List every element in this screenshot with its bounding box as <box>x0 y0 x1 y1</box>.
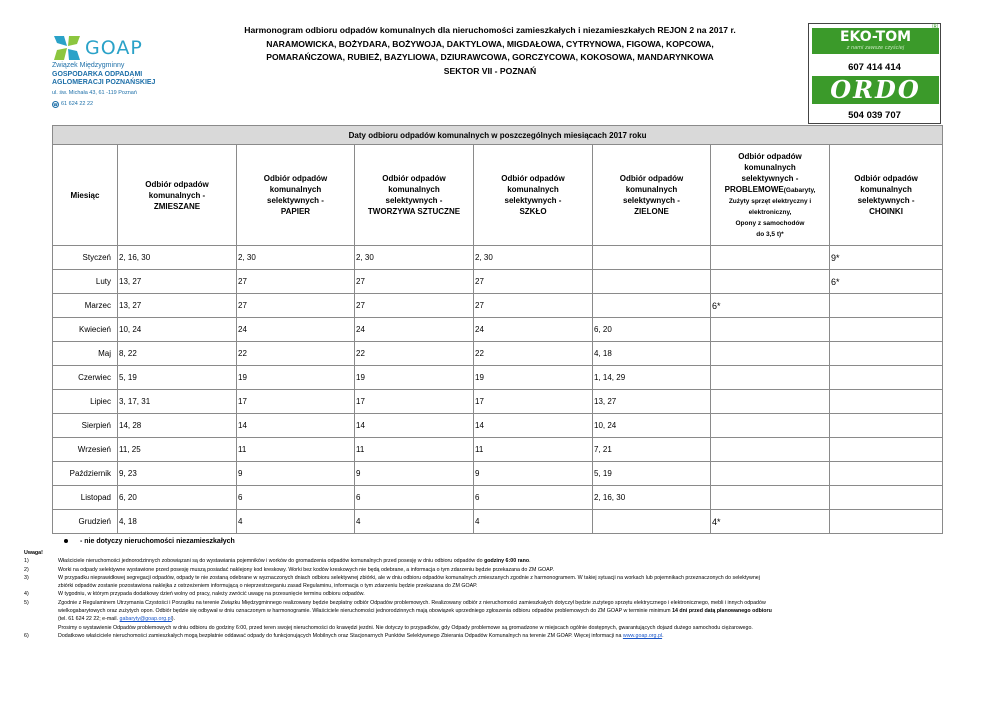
date-cell: 4 <box>474 510 593 534</box>
table-row <box>53 366 943 390</box>
header-line-1: Harmonogram odbioru odpadów komunalnych dla nieruchomości zamieszkałych i niezamieszkałych REJON 2 na 2017 r. <box>244 25 736 35</box>
month-cell: Lipiec <box>53 390 118 414</box>
date-cell: 2, 30 <box>355 246 474 270</box>
date-cell <box>711 390 830 414</box>
date-cell: 9* <box>830 246 943 270</box>
email-link[interactable]: gabaryty@goap.org.pl <box>119 616 172 623</box>
header-line-4: SEKTOR VII - POZNAŃ <box>443 65 537 76</box>
date-cell: 6, 20 <box>118 486 237 510</box>
note-item: 2) Worki na odpady selektywne wystawione przed posesję muszą posiadać naklejony kod kreskowy. Worki bez kodów kreskowych nie będą odebrane, a informacja o tym zdarzeniu będzie przekazana do ZM GOAP. <box>24 566 555 573</box>
date-cell: 19 <box>474 366 593 390</box>
date-cell: 17 <box>237 390 355 414</box>
table-header-row <box>53 145 943 246</box>
date-cell: 27 <box>355 270 474 294</box>
date-cell: 14 <box>355 414 474 438</box>
date-cell <box>830 342 943 366</box>
note-item: 1) Właściciele nieruchomości jednorodzinnych zobowiązani są do wystawiania pojemników i worków do gromadzenia odpadów komunalnych przed posesję w dniu odbioru odpadów do godziny 6:00 rano. <box>24 558 531 565</box>
date-cell: 9 <box>237 462 355 486</box>
date-cell <box>711 342 830 366</box>
date-cell: 13, 27 <box>118 270 237 294</box>
date-cell <box>711 246 830 270</box>
col-header-paper: Odbiór odpadów komunalnych selektywnych - PAPIER <box>237 145 355 246</box>
date-cell: 22 <box>355 342 474 366</box>
col-header-problem: Odbiór odpadów komunalnych selektywnych - PROBLEMOWE(Gabaryty, Zużyty sprzęt elektryczny i elektroniczny, Opony z samochodów do 3,5 t)* <box>711 145 830 246</box>
month-cell: Grudzień <box>53 510 118 534</box>
goap-name: GOAP <box>85 37 143 59</box>
date-cell: 24 <box>237 318 355 342</box>
date-cell: 2, 30 <box>237 246 355 270</box>
schedule-table <box>52 125 943 534</box>
goap-line-1: Związek Międzygminny <box>52 62 125 69</box>
date-cell: 22 <box>237 342 355 366</box>
website-link[interactable]: www.goap.org.pl <box>622 632 663 639</box>
note-item: 6) Dodatkowo właściciele nieruchomości zamieszkałych mogą bezpłatnie oddawać odpady do funkcjonujących Mobilnych oraz Stacjonarnych Punktów Selektywnego Zbierania Odpadów Komunalnych na terenie ZM GOAP. Więcej informacji na www.goap.org.pl. <box>24 632 664 639</box>
date-cell: 2, 30 <box>474 246 593 270</box>
table-row <box>53 270 943 294</box>
date-cell: 6 <box>355 486 474 510</box>
schedule-header <box>190 24 790 78</box>
date-cell: 17 <box>355 390 474 414</box>
month-cell: Czerwiec <box>53 366 118 390</box>
date-cell: 27 <box>474 294 593 318</box>
notes-section <box>24 549 964 640</box>
date-cell: 3, 17, 31 <box>118 390 237 414</box>
header-line-3: POMARAŃCZOWA, RUBIEŻ, BAZYLIOWA, DZIURAWCOWA, GORCZYCOWA, KOKOSOWA, MANDARYNKOWA <box>266 52 714 62</box>
date-cell <box>593 270 711 294</box>
ordo-phone: 504 039 707 <box>848 110 901 121</box>
date-cell: 24 <box>355 318 474 342</box>
date-cell: 9 <box>474 462 593 486</box>
table-row <box>53 246 943 270</box>
date-cell: 9, 23 <box>118 462 237 486</box>
date-cell: 14 <box>474 414 593 438</box>
eko-tom-banner <box>812 28 939 54</box>
header-line-2: NARAMOWICKA, BOŻYDARA, BOŻYWOJA, DAKTYLOWA, MIGDAŁOWA, CYTRYNOWA, FIGOWA, KOPCOWA, <box>266 38 714 49</box>
date-cell <box>830 390 943 414</box>
date-cell: 24 <box>474 318 593 342</box>
table-row <box>53 342 943 366</box>
table-caption: Daty odbioru odpadów komunalnych w poszczególnych miesiącach 2017 roku <box>53 126 943 145</box>
goap-mark <box>52 34 202 62</box>
month-cell: Luty <box>53 270 118 294</box>
date-cell <box>830 462 943 486</box>
month-cell: Wrzesień <box>53 438 118 462</box>
eko-tom-slogan: z nami zawsze czyściej <box>846 45 905 51</box>
date-cell: 4, 18 <box>118 510 237 534</box>
date-cell <box>593 246 711 270</box>
note-item: 4) W tygodniu, w którym przypada dodatkowy dzień wolny od pracy, należy zwrócić uwagę na przesunięcie terminu odbioru odpadów. <box>24 591 365 598</box>
eko-tom-name: EKO-TOM <box>839 29 912 45</box>
table-row <box>53 414 943 438</box>
date-cell <box>830 366 943 390</box>
date-cell: 11 <box>237 438 355 462</box>
table-row <box>53 462 943 486</box>
date-cell <box>711 270 830 294</box>
date-cell: 6* <box>830 270 943 294</box>
date-cell: 7, 21 <box>593 438 711 462</box>
col-header-month: Miesiąc <box>53 145 118 246</box>
table-row <box>53 390 943 414</box>
table-row <box>53 318 943 342</box>
phone-icon: ☎ <box>53 101 58 107</box>
date-cell: 6, 20 <box>593 318 711 342</box>
date-cell: 11, 25 <box>118 438 237 462</box>
col-header-green: Odbiór odpadów komunalnych selektywnych - ZIELONE <box>593 145 711 246</box>
date-cell: 13, 27 <box>118 294 237 318</box>
eko-tom-logo-box <box>808 23 941 124</box>
date-cell <box>593 294 711 318</box>
notes-title: Uwaga! <box>24 550 43 556</box>
goap-phone-row <box>52 101 202 108</box>
date-cell: 6 <box>474 486 593 510</box>
col-header-christmas-trees: Odbiór odpadów komunalnych selektywnych - CHOINKI <box>830 145 943 246</box>
month-cell: Październik <box>53 462 118 486</box>
goap-address: ul. św. Michała 43, 61 -119 Poznań <box>52 89 137 96</box>
date-cell: 1, 14, 29 <box>593 366 711 390</box>
date-cell: 11 <box>474 438 593 462</box>
month-cell: Styczeń <box>53 246 118 270</box>
goap-line-2: GOSPODARKA ODPADAMI <box>52 70 143 78</box>
table-row <box>53 294 943 318</box>
date-cell: 27 <box>355 294 474 318</box>
goap-logo <box>52 34 202 108</box>
date-cell <box>711 366 830 390</box>
eko-tom-phone: 607 414 414 <box>848 62 901 73</box>
date-cell: 4 <box>237 510 355 534</box>
date-cell <box>830 294 943 318</box>
date-cell: 6 <box>237 486 355 510</box>
date-cell: 22 <box>474 342 593 366</box>
table-row <box>53 486 943 510</box>
date-cell: 10, 24 <box>593 414 711 438</box>
registered-mark: ® <box>932 22 938 31</box>
date-cell <box>830 486 943 510</box>
date-cell: 5, 19 <box>593 462 711 486</box>
date-cell: 6* <box>711 294 830 318</box>
date-cell <box>830 318 943 342</box>
date-cell: 5, 19 <box>118 366 237 390</box>
date-cell <box>830 510 943 534</box>
goap-line-3: AGLOMERACJI POZNAŃSKIEJ <box>52 79 156 86</box>
col-header-mixed: Odbiór odpadów komunalnych - ZMIESZANE <box>118 145 237 246</box>
date-cell: 2, 16, 30 <box>118 246 237 270</box>
date-cell <box>711 414 830 438</box>
date-cell: 27 <box>237 270 355 294</box>
date-cell <box>830 414 943 438</box>
col-header-plastics: Odbiór odpadów komunalnych selektywnych - TWORZYWA SZTUCZNE <box>355 145 474 246</box>
date-cell: 17 <box>474 390 593 414</box>
date-cell: 13, 27 <box>593 390 711 414</box>
date-cell: 4* <box>711 510 830 534</box>
date-cell: 8, 22 <box>118 342 237 366</box>
note-item: 3) W przypadku nieprawidłowej segregacji odpadów, odpady te nie zostaną odebrane w wyznaczonych dniach odbioru selektywnej zbiórki, ale w dniu odbioru odpadów komunalnych zmieszanych zgodnie z harmonogramem. W takiej sytuacji na workach lub pojemnikach przeznaczonych do selektywnej zbiórki odpadów zostanie pozostawiona naklejka z ostrzeżeniem informującą o nieprzestrzeganiu zasad Regulaminu, informacja o tym zdarzeniu będzie przekazana do ZM GOAP. <box>24 574 760 590</box>
table-row <box>53 510 943 534</box>
bullet-dot-icon <box>64 539 68 543</box>
date-cell: 2, 16, 30 <box>593 486 711 510</box>
note-item: 5) Zgodnie z Regulaminem Utrzymania Czystości i Porządku na terenie Związku Międzygminnego realizowany będzie bezpłatny odbiór Odpadów problemowych. Realizowany odbiór z nieruchomości zamieszkałych dotyczył będzie zużytego sprzętu elektrycznego i elektronicznego, mebli i innych odpadów wielkogabarytowych oraz zużytych opon. Odbiór będzie się odbywał w dniu oznaczonym w harmonogramie. Właściciele nieruchomości jednorodzinnych mają obowiązek uprzedniego zgłoszenia odbioru odpadów problemowych do ZM GOAP w terminie minimum 14 dni przed datą planowanego odbioru (tel. 61 624 22 22; e-mail. gabaryty@goap.org.pl). Prosimy o wystawienie Odpadów problemowych w dniu odbioru do godziny 6:00, przed teren swojej nieruchomości do krawędzi jezdni. Nie dotyczy to przypadków, gdy Odpady problemowe są gromadzone w miejscach ogólnie dostępnych, gwarantujących dojazd dużego samochodu ciężarowego. <box>24 599 772 631</box>
date-cell: 9 <box>355 462 474 486</box>
date-cell <box>711 438 830 462</box>
goap-emblem-icon <box>52 34 82 62</box>
date-cell: 27 <box>474 270 593 294</box>
month-cell: Sierpień <box>53 414 118 438</box>
date-cell <box>830 438 943 462</box>
goap-phone: 61 624 22 22 <box>61 101 94 107</box>
date-cell: 14, 28 <box>118 414 237 438</box>
month-cell: Listopad <box>53 486 118 510</box>
date-cell: 27 <box>237 294 355 318</box>
table-row <box>53 438 943 462</box>
month-cell: Marzec <box>53 294 118 318</box>
date-cell: 11 <box>355 438 474 462</box>
date-cell: 4, 18 <box>593 342 711 366</box>
col-header-glass: Odbiór odpadów komunalnych selektywnych - SZKŁO <box>474 145 593 246</box>
date-cell <box>711 462 830 486</box>
date-cell: 19 <box>237 366 355 390</box>
date-cell: 10, 24 <box>118 318 237 342</box>
month-cell: Maj <box>53 342 118 366</box>
date-cell <box>711 486 830 510</box>
date-cell: 4 <box>355 510 474 534</box>
ordo-banner: ORDO <box>812 76 939 104</box>
month-cell: Kwiecień <box>53 318 118 342</box>
date-cell: 14 <box>237 414 355 438</box>
bullet-note: - nie dotyczy nieruchomości niezamieszkałych <box>64 538 235 545</box>
date-cell <box>593 510 711 534</box>
date-cell: 19 <box>355 366 474 390</box>
date-cell <box>711 318 830 342</box>
